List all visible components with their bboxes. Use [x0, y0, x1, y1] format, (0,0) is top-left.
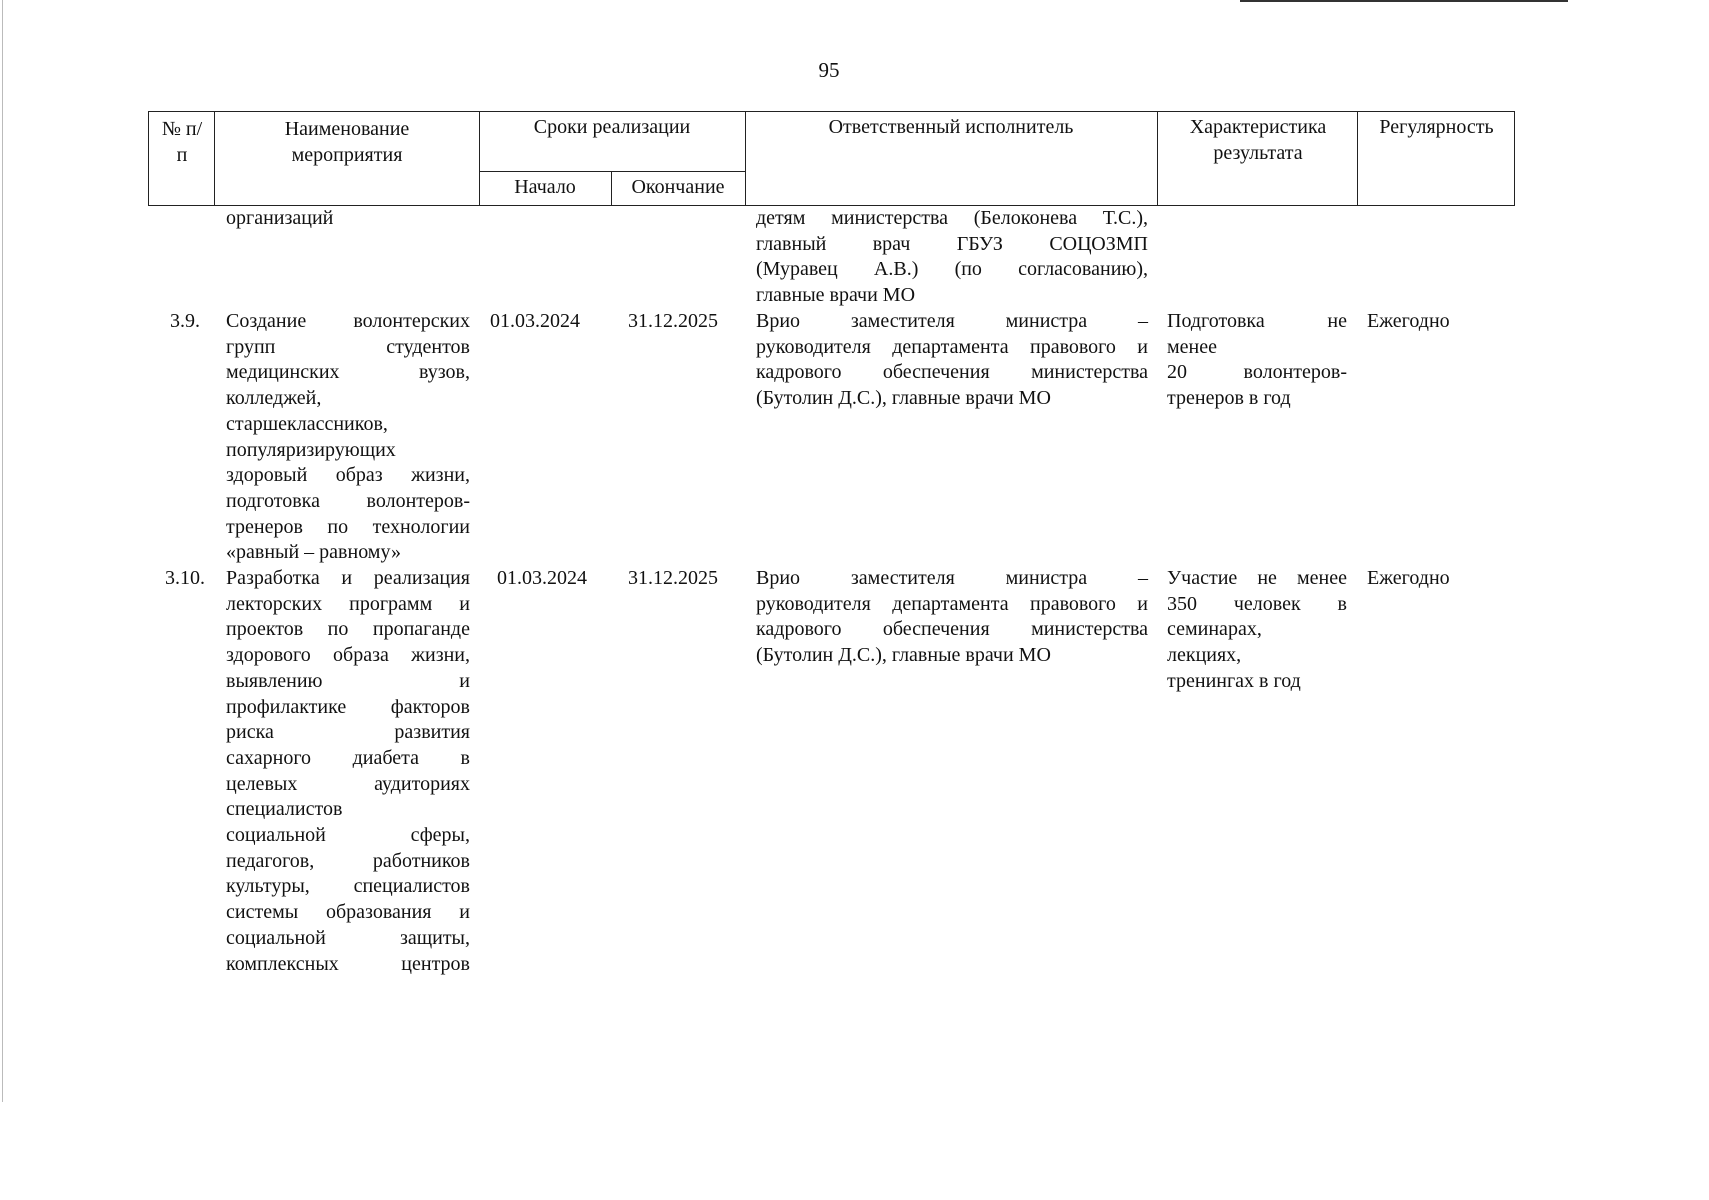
row-name-line: популяризирующих: [226, 438, 396, 461]
header-col-name: Наименование мероприятия: [284, 118, 410, 166]
row-result-line: лекциях,: [1167, 644, 1242, 667]
header-divider: [214, 112, 215, 205]
row-number: 3.10.: [165, 567, 205, 589]
header-col-result: Характеристика результата: [1189, 116, 1327, 164]
row-result-line: тренеров в год: [1167, 387, 1291, 410]
row-name-line: здоровый образ жизни,: [226, 464, 470, 487]
continuation-executor-line: главный врач ГБУЗ СОЦОЗМП: [756, 232, 1148, 255]
continuation-executor-line: (Муравец А.В.) (по согласованию),: [756, 258, 1148, 281]
header-col-num: № п/п: [161, 118, 203, 166]
row-executor: [756, 566, 1148, 669]
row-name-line: групп студентов: [226, 335, 470, 358]
row-name-line: выявлению и: [226, 669, 470, 692]
row-name-line: старшеклассников,: [226, 412, 388, 435]
row-name-line: культуры, специалистов: [226, 875, 470, 898]
row-regularity: Ежегодно: [1367, 310, 1450, 332]
row-name-line: лекторских программ и: [226, 592, 470, 615]
row-result: [1167, 309, 1347, 412]
header-col-terms: Сроки реализации: [533, 116, 691, 138]
row-name-line: подготовка волонтеров-: [226, 489, 470, 512]
row-name-line: целевых аудиториях: [226, 772, 470, 795]
row-name-line: социальной защиты,: [226, 926, 470, 949]
row-name-line: тренеров по технологии: [226, 515, 470, 538]
row-executor-line: кадрового обеспечения министерства: [756, 361, 1148, 384]
row-name-line: колледжей,: [226, 387, 322, 410]
header-divider: [479, 171, 745, 172]
row-end-date: 31.12.2025: [628, 310, 718, 332]
row-executor-line: руководителя департамента правового и: [756, 335, 1148, 358]
row-executor-line: Врио заместителя министра –: [756, 310, 1148, 332]
row-executor: [756, 309, 1148, 412]
row-result-line: тренингах в год: [1167, 669, 1301, 692]
row-executor-line: Врио заместителя министра –: [756, 567, 1148, 589]
row-executor-line: кадрового обеспечения министерства: [756, 618, 1148, 641]
page-number: 95: [818, 58, 840, 82]
row-regularity: Ежегодно: [1367, 567, 1450, 589]
row-name-line: риска развития: [226, 721, 470, 744]
row-name-line: Создание волонтерских: [226, 310, 470, 332]
continuation-executor: [756, 206, 1148, 309]
row-result-line: Участие не менее: [1167, 567, 1347, 589]
row-result-line: 350 человек в: [1167, 592, 1347, 615]
row-result-line: менее: [1167, 335, 1217, 358]
row-result-line: 20 волонтеров-: [1167, 361, 1347, 384]
row-name-line: специалистов: [226, 798, 343, 821]
row-name-line: социальной сферы,: [226, 824, 470, 847]
row-name-line: Разработка и реализация: [226, 567, 470, 589]
row-executor-line: руководителя департамента правового и: [756, 592, 1148, 615]
row-name-line: педагогов, работников: [226, 849, 470, 872]
continuation-executor-line: главные врачи МО: [756, 284, 916, 307]
row-result-line: семинарах,: [1167, 618, 1262, 641]
continuation-name: организаций: [226, 207, 334, 229]
row-name-line: комплексных центров: [226, 952, 470, 975]
row-executor-line: (Бутолин Д.С.), главные врачи МО: [756, 644, 1051, 667]
row-name: [226, 309, 470, 566]
table-header: [148, 111, 1515, 206]
row-start-date: 01.03.2024: [490, 310, 580, 332]
row-name-line: медицинских вузов,: [226, 361, 470, 384]
row-name-line: сахарного диабета в: [226, 746, 470, 769]
row-name-line: здорового образа жизни,: [226, 644, 470, 667]
row-start-date: 01.03.2024: [497, 567, 587, 589]
row-result: [1167, 566, 1347, 695]
header-col-regularity: Регулярность: [1379, 116, 1494, 138]
row-name: [226, 566, 470, 977]
row-name-line: профилактике факторов: [226, 695, 470, 718]
row-executor-line: (Бутолин Д.С.), главные врачи МО: [756, 387, 1051, 410]
row-name-line: «равный – равному»: [226, 541, 401, 564]
scan-edge-left: [2, 0, 3, 1102]
scan-edge-top: [1240, 0, 1568, 2]
row-name-line: системы образования и: [226, 901, 470, 924]
header-col-end: Окончание: [631, 176, 725, 198]
row-name-line: проектов по пропаганде: [226, 618, 470, 641]
row-end-date: 31.12.2025: [628, 567, 718, 589]
row-result-line: Подготовка не: [1167, 310, 1347, 332]
header-divider: [1157, 112, 1158, 205]
continuation-executor-line: детям министерства (Белоконева Т.С.),: [756, 207, 1148, 229]
row-number: 3.9.: [170, 310, 200, 332]
header-col-start: Начало: [514, 176, 576, 198]
header-col-executor: Ответственный исполнитель: [828, 116, 1074, 138]
